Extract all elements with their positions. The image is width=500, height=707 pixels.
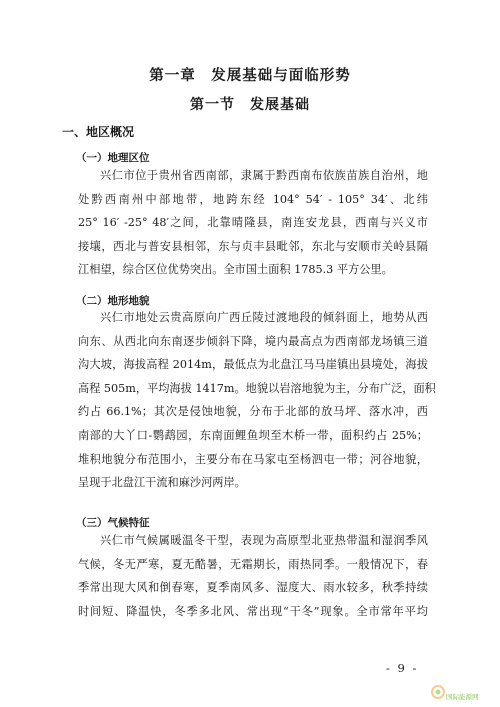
text-line: 25° 16′ -25° 48′之间，北靠晴隆县，南连安龙县，西南与兴义市: [78, 216, 428, 230]
subheading-climate: （三）气候特征: [76, 517, 150, 529]
heading-regional-overview: 一、地区概况: [62, 125, 135, 139]
paragraph-geographic-location: [78, 164, 428, 282]
text-line: 江相望，综合区位优势突出。全市国土面积 1785.3 平方公里。: [78, 263, 393, 277]
page-number: - 9 -: [386, 661, 419, 675]
text-line: 约占 66.1%；其次是侵蚀地貌，分布于北部的放马坪、落水冲，西: [78, 405, 428, 419]
text-line: 季常出现大风和倒春寒，夏季南风多、湿度大、雨水较多，秋季持续: [78, 581, 428, 595]
text-line: 兴仁市地处云贵高原向广西丘陵过渡地段的倾斜面上，地势从西: [100, 311, 428, 324]
text-line: 兴仁市位于贵州省西南部，隶属于黔西南布依族苗族自治州，地: [100, 169, 428, 182]
text-line: 向东、从西北向东南逐步倾斜下降，境内最高点为西南部龙场镇三道: [78, 334, 428, 348]
watermark-text: 国际能源网: [446, 693, 479, 701]
text-line: 处黔西南州中部地带，地跨东经 104° 54′ - 105° 34′、北纬: [78, 192, 428, 206]
text-line: 兴仁市气候属暖温冬干型，表现为高原型北亚热带温和湿润季风: [100, 534, 428, 547]
paragraph-climate: [78, 529, 428, 623]
subheading-terrain: （二）地形地貌: [76, 295, 150, 307]
text-line: 堆积地貌分布范围小，主要分布在马家屯至杨泗屯一带；河谷地貌，: [78, 452, 428, 466]
section-title: 第一节 发展基础: [190, 97, 310, 113]
text-line: 高程 505m，平均海拔 1417m。地貌以岩溶地貌为主，分布广泛，面积: [78, 381, 436, 395]
paragraph-terrain: [78, 306, 436, 495]
subheading-geographic-location: （一）地理区位: [76, 152, 150, 164]
text-line: 时间短、降温快，冬季多北风、常出现“干冬”现象。全市常年平均: [78, 604, 428, 618]
chapter-title: 第一章 发展基础与面临形势: [149, 68, 351, 84]
text-line: 接壤，西北与普安县相邻，东与贞丰县毗邻，东北与安顺市关岭县隔: [78, 239, 428, 253]
text-line: 气候，冬无严寒，夏无酷暑，无霜期长，雨热同季。一般情况下，春: [78, 557, 428, 571]
text-line: 南部的大丫口-鹦鹉园，东南面鲤鱼坝至木桥一带，面积约占 25%；: [78, 428, 428, 442]
text-line: 呈现于北盘江干流和麻沙河两岸。: [78, 476, 246, 490]
text-line: 沟大坡，海拔高程 2014m，最低点为北盘江马马崖镇出县境处，海拔: [78, 358, 428, 372]
